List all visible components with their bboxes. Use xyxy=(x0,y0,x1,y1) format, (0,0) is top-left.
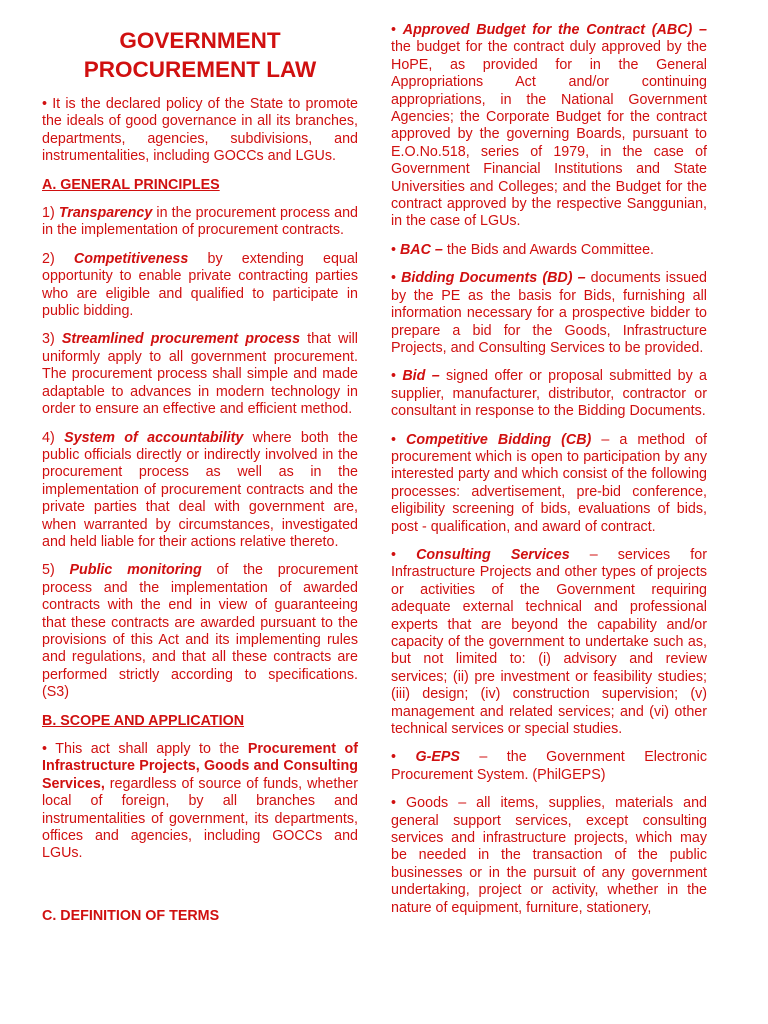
definition-term: Consulting Services xyxy=(416,546,570,563)
principle-item: 3) Streamlined procurement process that will uniformly apply to all government procurement. The procurement process shall simple and made adaptable to advances in modern technology in order to ensure an effective and efficient method. xyxy=(42,331,358,418)
principle-term: System of accountability xyxy=(64,429,244,446)
definition-item: • Competitive Bidding (CB) – a method of procurement which is open to participation by any interested party and which consist of the following processes: advertisement, pre-bid conference, eligibility screening of bids, evaluations of bids, post - qualification, and award of contract. xyxy=(391,431,707,535)
definition-term: Bidding Documents (BD) – xyxy=(401,270,586,287)
principle-term: Public monitoring xyxy=(69,562,202,579)
principle-term: Transparency xyxy=(58,205,153,222)
scope-paragraph: • This act shall apply to the Procurement of Infrastructure Projects, Goods and Consulting Services, regardless of source of funds, whether local of foreign, by all branches and instrumentalities of government, its departments, offices and agencies, including GOCCs and LGUs. xyxy=(42,741,359,862)
principle-item: 1) Transparency in the procurement process and in the implementation of procurement contracts. xyxy=(42,205,358,239)
left-column xyxy=(42,22,358,925)
policy-intro: • It is the declared policy of the State to promote the ideals of good governance in all its branches, departments, agencies, subdivisions, and instrumentalities, including GOCCs and LGUs. xyxy=(42,96,358,165)
principle-term: Competitiveness xyxy=(73,250,189,267)
principle-term: Streamlined procurement process xyxy=(61,331,301,348)
principle-item: 5) Public monitoring of the procurement process and the implementation of awarded contracts with the end in view of guaranteeing that these contracts are awarded pursuant to the provisions of this Act and its implementing rules and regulations, and that all these contracts are performed strictly according to specifications. (S3) xyxy=(42,562,358,701)
definition-item: • Consulting Services – services for Infrastructure Projects and other types of projects or activities of the Government requiring adequate external technical and professional experts that are beyond the capability and/or capacity of the government to undertake such as, but not limited to: (i) advisory and review services; (ii) pre investment or feasibility studies; (iii) design; (iv) construction supervision; (v) management and related services; and (vi) other technical services or special studies. xyxy=(391,546,707,738)
definition-item: • BAC – the Bids and Awards Committee. xyxy=(391,241,655,258)
definition-term: Approved Budget for the Contract (ABC) – xyxy=(402,22,707,38)
definition-term: Bid – xyxy=(402,368,440,385)
principle-item: 4) System of accountability where both the public officials directly or indirectly involved in the procurement process as well as in the implementation of procurement contracts and the private parties that deal with government are, when warranted by circumstances, investigated and held liable for their actions relative thereto. xyxy=(42,429,358,550)
principle-item: 2) Competitiveness by extending equal opportunity to enable private contracting parties who are eligible and qualified to participate in public bidding. xyxy=(42,250,358,320)
title-line-1: GOVERNMENT xyxy=(119,28,281,53)
scope-bold-text: Procurement of Infrastructure Projects, Goods and Consulting Services, xyxy=(42,741,359,792)
definition-item: • Approved Budget for the Contract (ABC) – the budget for the contract duly approved by the HoPE, as provided for in the General Appropriations Act and/or continuing appropriations, in the National Government Agencies; the Corporate Budget for the contract approved by the governing Boards, pursuant to E.O.No.518, series of 1979, in the case of Government Financial Institutions and State Universities and Colleges; and the Budget for the contract approved by the respective Sanggunian, in the case of LGUs. xyxy=(391,22,707,230)
definition-item: • Goods – all items, supplies, materials and general support services, except consulting services and infrastructure projects, which may be needed in the transaction of the public businesses or in the pursuit of any government undertaking, project or activity, whether in the nature of equipment, furniture, stationery, xyxy=(391,795,707,916)
definition-term: BAC – xyxy=(399,241,443,258)
spacer xyxy=(42,874,358,908)
section-c-heading: C. DEFINITION OF TERMS xyxy=(42,907,220,924)
definition-item: • G-EPS – the Government Electronic Procurement System. (PhilGEPS) xyxy=(391,749,707,783)
definition-term: Competitive Bidding (CB) xyxy=(406,431,592,448)
right-column xyxy=(391,22,707,928)
section-b-heading: B. SCOPE AND APPLICATION xyxy=(42,712,245,729)
document-title xyxy=(42,26,358,84)
title-line-2: PROCUREMENT LAW xyxy=(83,57,317,82)
section-a-heading: A. GENERAL PRINCIPLES xyxy=(42,176,220,193)
definition-term: G-EPS xyxy=(415,749,460,766)
definition-item: • Bid – signed offer or proposal submitted by a supplier, manufacturer, distributor, contractor or consultant in response to the Bidding Documents. xyxy=(391,368,707,420)
definition-item: • Bidding Documents (BD) – documents issued by the PE as the basis for Bids, furnishing all information necessary for a prospective bidder to prepare a bid for the Goods, Infrastructure Projects, and Consulting Services to be provided. xyxy=(391,270,708,356)
